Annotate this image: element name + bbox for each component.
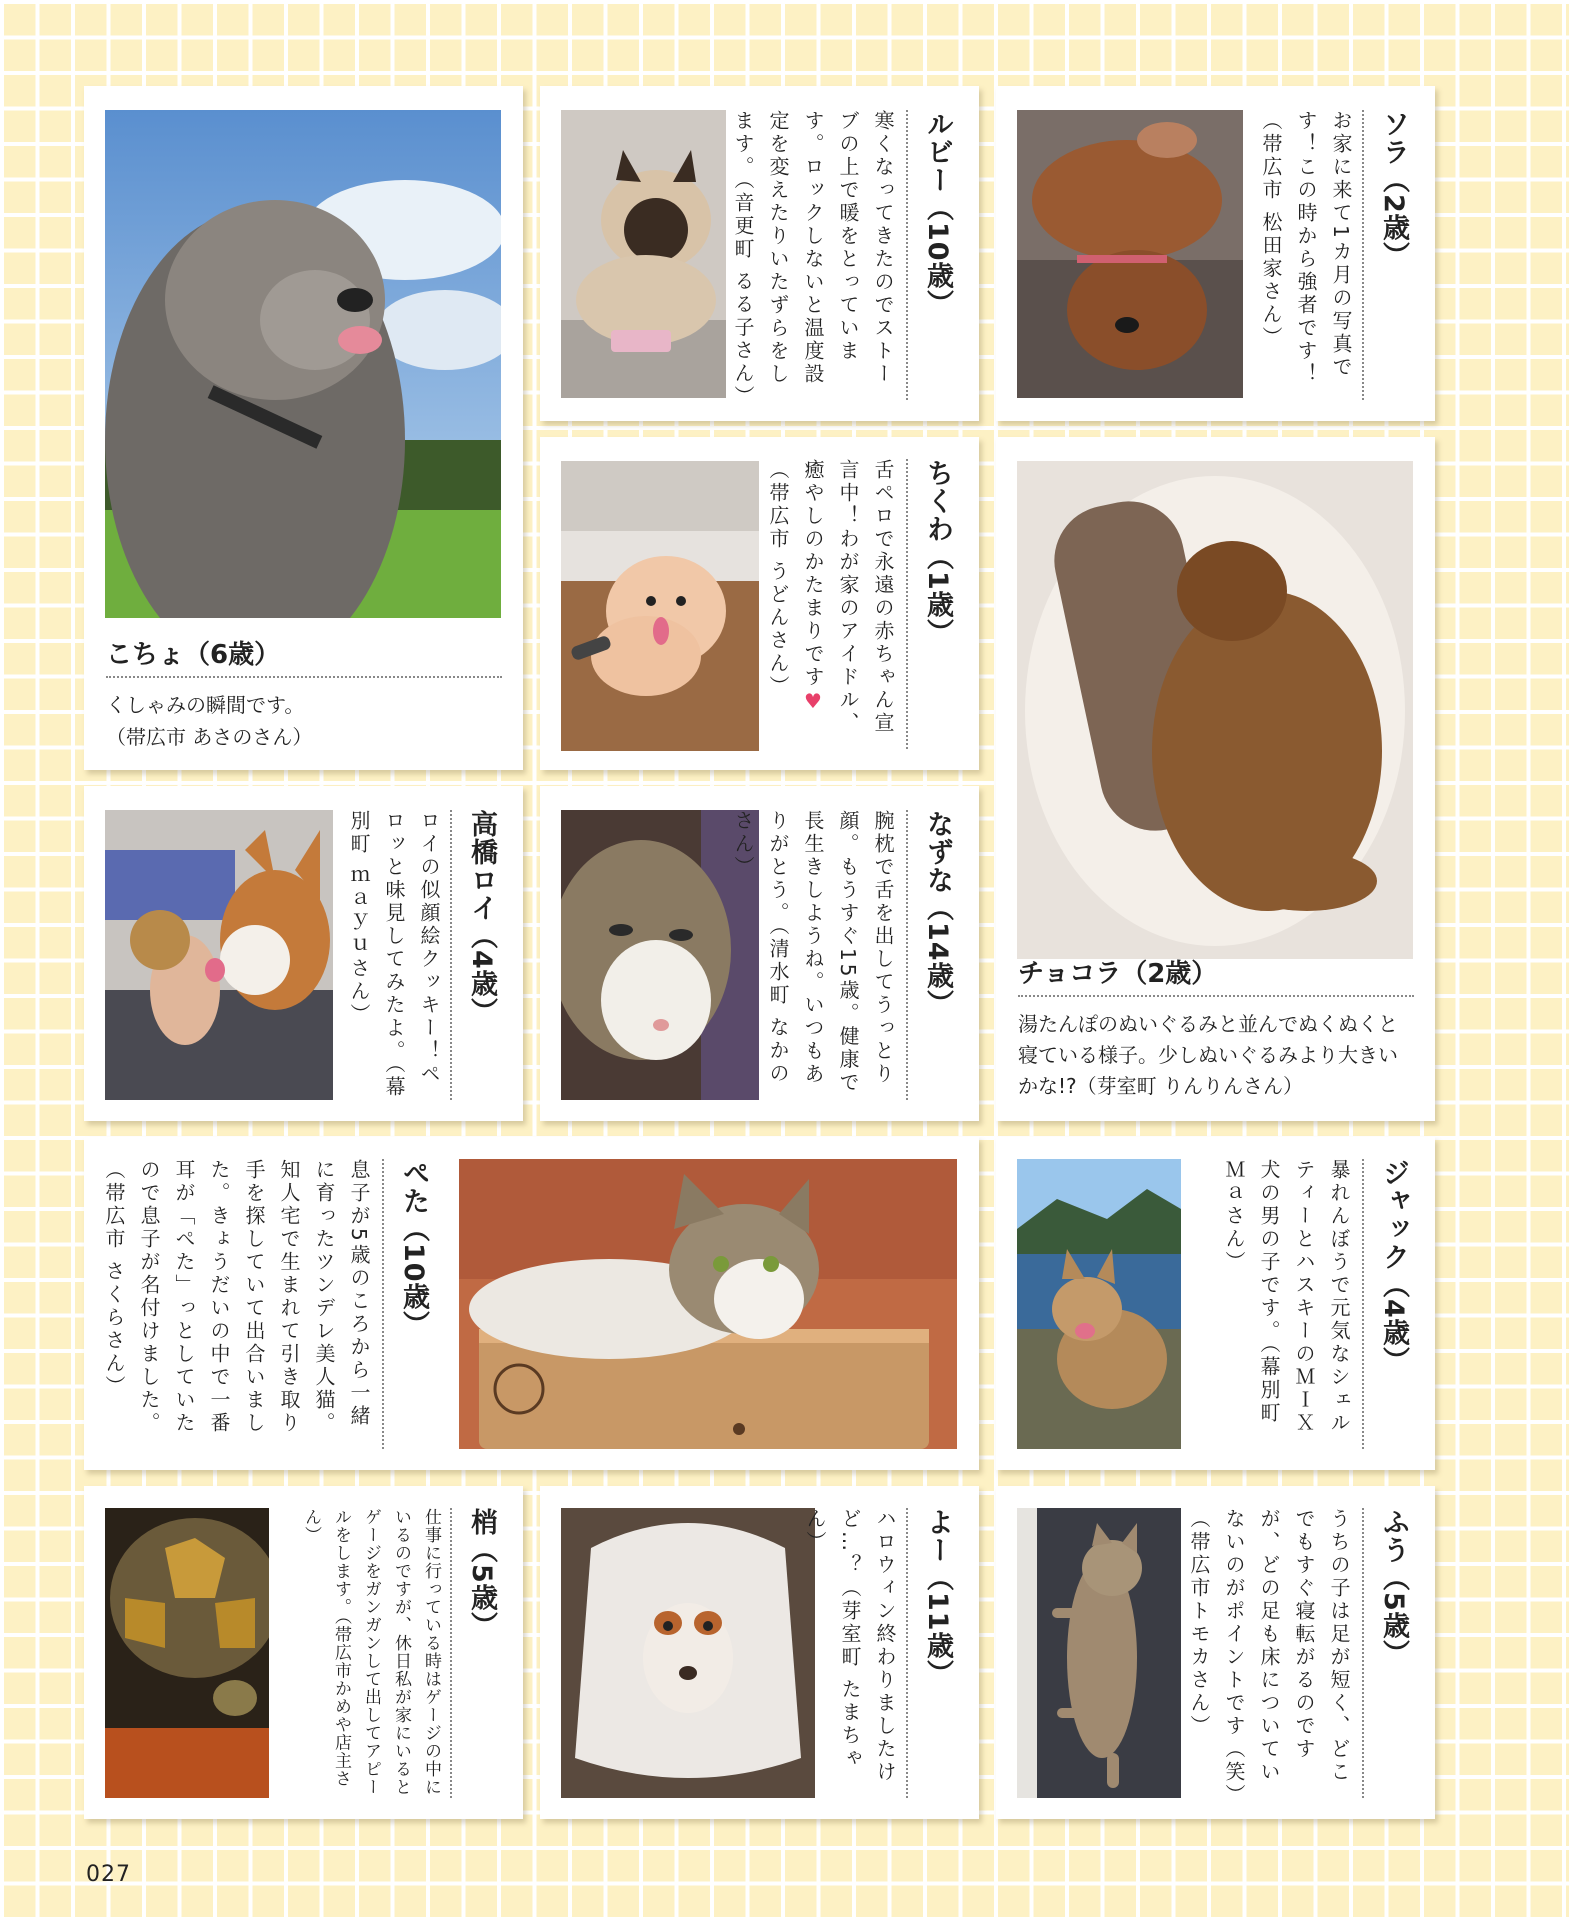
title-peta: ぺた（10歳） xyxy=(398,1159,429,1339)
separator-kozue xyxy=(450,1508,452,1798)
title-fu: ふう（5歳） xyxy=(1378,1508,1409,1668)
body-jack: 暴れんぼうで元気なシェルティーとハスキーのＭＩＸ犬の男の子です。（幕別町 Ｍａさん） xyxy=(1222,1159,1351,1435)
card-sora xyxy=(996,86,1435,421)
body-fu: うちの子は足が短く、どこでもすぐ寝転がるのですが、どの足も床についていないのがポイントです（笑）（帯広市トモカさん） xyxy=(1187,1508,1351,1797)
title-nazuna: なずな（14歳） xyxy=(922,810,953,1018)
title-yo: よー（11歳） xyxy=(922,1508,953,1688)
separator-chokora xyxy=(1018,995,1414,997)
photo-kozue-tortoise xyxy=(105,1508,269,1798)
body-kocho-1: くしゃみの瞬間です。 xyxy=(106,693,305,717)
body-peta: 息子が5歳のころから一緒に育ったツンデレ美人猫。知人宅で生まれて引き取り手を探していて出合いました。きょうだいの中で一番耳が「ぺた」っとしていたので息子が名付けました。（帯広市 さくらさん） xyxy=(102,1159,371,1435)
body-ruby: 寒くなってきたのでストーブの上で暖をとっています。ロックしないと温度設定を変えたりいたずらをします。（音更町 るる子さん） xyxy=(731,110,895,409)
body-chikuwa-signature: （帯広市 うどんさん） xyxy=(766,459,790,699)
separator-roi xyxy=(450,810,452,1100)
photo-roi-dog xyxy=(105,810,333,1100)
card-kocho xyxy=(84,86,523,770)
separator-kocho xyxy=(106,676,502,678)
photo-peta-cat xyxy=(459,1159,957,1449)
card-ruby xyxy=(540,86,979,421)
card-roi xyxy=(84,786,523,1121)
body-roi: ロイの似顔絵クッキー！ペロッと味見してみたよ。（幕別町 ｍａｙｕさん） xyxy=(347,810,441,1099)
body-chikuwa xyxy=(768,459,900,749)
card-chokora xyxy=(996,437,1435,1121)
photo-fu-cat xyxy=(1017,1508,1181,1798)
separator-yo xyxy=(906,1508,908,1798)
body-sora: お家に来て1カ月の写真です！この時から強者です！（帯広市 松田家さん） xyxy=(1259,110,1353,386)
body-chikuwa-text: 舌ペロで永遠の赤ちゃん宣言中！わが家のアイドル、癒やしのかたまりです xyxy=(801,459,895,735)
title-kozue: 梢（5歳） xyxy=(466,1508,497,1640)
separator-fu xyxy=(1362,1508,1364,1798)
body-kocho-2: （帯広市 あさのさん） xyxy=(106,725,313,749)
heart-icon: ♥ xyxy=(801,689,825,716)
card-yo xyxy=(540,1486,979,1819)
card-jack xyxy=(996,1137,1435,1470)
separator-ruby xyxy=(906,110,908,400)
photo-yo-dog xyxy=(561,1508,815,1798)
title-jack: ジャック（4歳） xyxy=(1378,1159,1409,1375)
title-ruby: ルビー（10歳） xyxy=(922,110,953,318)
card-nazuna xyxy=(540,786,979,1121)
title-sora: ソラ（2歳） xyxy=(1378,110,1409,270)
photo-jack-dog xyxy=(1017,1159,1181,1449)
card-peta xyxy=(84,1137,979,1470)
card-fu xyxy=(996,1486,1435,1819)
separator-nazuna xyxy=(906,810,908,1100)
body-yo: ハロウィン終わりましたけど…？（芽室町 たまちゃん） xyxy=(803,1508,897,1784)
photo-chikuwa-dog xyxy=(561,461,759,751)
title-kocho: こちょ（6歳） xyxy=(106,640,281,670)
card-kozue xyxy=(84,1486,523,1819)
photo-ruby-cat xyxy=(561,110,726,398)
page-number: 027 xyxy=(86,1862,131,1887)
photo-sora-dog xyxy=(1017,110,1243,398)
body-chokora: 湯たんぽのぬいぐるみと並んでぬくぬくと寝ている様子。少しぬいぐるみより大きいかな!?（芽室町 りんりんさん） xyxy=(1018,1012,1398,1098)
separator-chikuwa xyxy=(906,459,908,749)
title-chokora: チョコラ（2歳） xyxy=(1018,959,1218,989)
photo-chokora-dog xyxy=(1017,461,1413,959)
body-nazuna: 腕枕で舌を出してうっとり顔。もうすぐ15歳。健康で長生きしようね。いつもありがとう。（清水町 なかのさん） xyxy=(731,810,895,1095)
separator-jack xyxy=(1362,1159,1364,1449)
title-roi: 高橋ロイ（4歳） xyxy=(466,810,497,1026)
title-chikuwa: ちくわ（1歳） xyxy=(922,459,953,647)
card-chikuwa xyxy=(540,437,979,770)
body-kozue: 仕事に行っている時はゲージの中にいるのですが、休日私が家にいるとゲージをガンガンして出してアピールをします。（帯広市かめや店主さん） xyxy=(301,1508,441,1796)
separator-peta xyxy=(382,1159,384,1449)
photo-kocho-dog xyxy=(105,110,501,618)
separator-sora xyxy=(1362,110,1364,400)
